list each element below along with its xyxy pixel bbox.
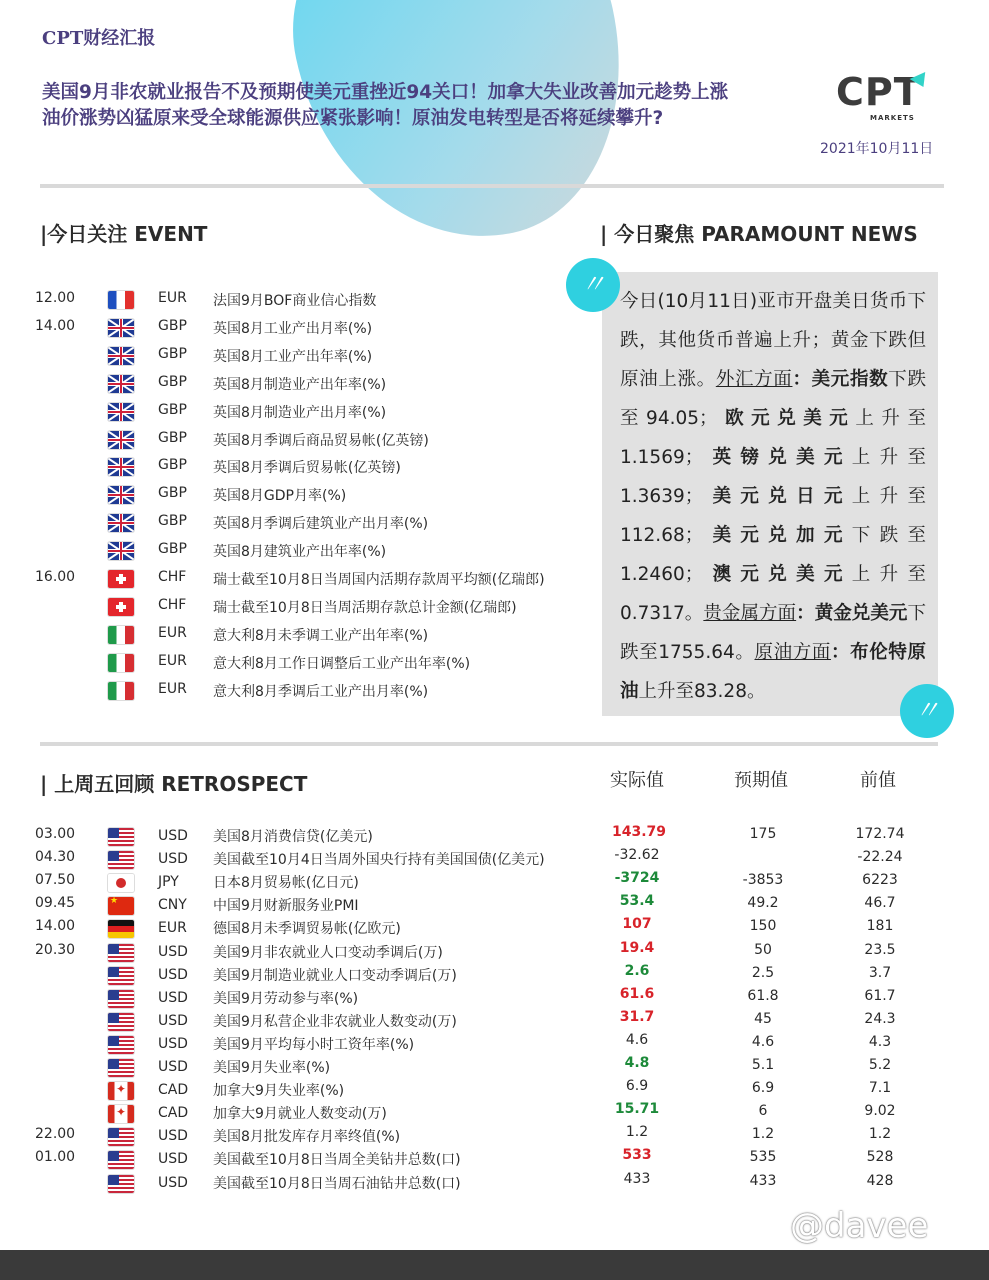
news-metal-label: 贵金属方面	[703, 603, 797, 624]
retro-previous: -22.24	[857, 849, 903, 866]
retro-currency: USD	[158, 1151, 188, 1168]
news-text: 今日(10月11日)亚市开盘美日货币下跌，其他货币普遍上升；黄金下跌但原油上涨。外汇方面：美元指数下跌至94.05；欧元兑美元上升至1.1569；英镑兑美元上升至1.3639；美元兑日元上升至112.68；美元兑加元下跌至1.2460；澳元兑美元上升至0.7317。贵金属方面：黄金兑美元下跌至1755.64。原油方面：布伦特原油上升至83.28。	[620, 291, 926, 702]
retro-previous: 172.74	[855, 826, 905, 842]
retro-time: 01.00	[35, 1149, 76, 1166]
flag-gb-icon	[108, 542, 134, 560]
flag-cn-icon	[108, 897, 134, 915]
retro-description: 日本8月贸易帐(亿日元)	[213, 875, 359, 892]
event-currency: EUR	[158, 624, 187, 641]
news-audusd-text: 上升至0.7317。	[620, 564, 926, 624]
event-currency: CHF	[158, 569, 187, 585]
flag-ca-icon	[108, 1105, 134, 1123]
brand-title: CPT财经汇报	[42, 28, 156, 49]
retro-previous: 24.3	[864, 1010, 896, 1027]
flag-it-icon	[108, 682, 134, 700]
retro-row	[0, 1031, 989, 1057]
retro-expected: 49.2	[747, 895, 779, 912]
retro-description: 美国9月私营企业非农就业人数变动(万)	[213, 1013, 457, 1030]
retro-previous: 7.1	[868, 1080, 892, 1097]
flag-us-icon	[108, 1128, 134, 1146]
retro-currency: USD	[158, 943, 188, 960]
retro-expected: 5.1	[751, 1057, 775, 1073]
news-usdjpy-text: 上升至112.68；	[620, 486, 926, 546]
report-date: 2021年10月11日	[820, 141, 934, 157]
retro-currency: USD	[158, 1174, 188, 1191]
retro-expected: 45	[754, 1010, 772, 1027]
logo-text: CPT	[836, 70, 921, 114]
retro-actual: 15.71	[614, 1101, 660, 1118]
news-oil-label: 原油方面	[754, 642, 831, 663]
retro-actual: 19.4	[619, 939, 655, 956]
retro-previous: 23.5	[864, 941, 896, 958]
news-gbpusd-label: 英镑兑美元	[703, 447, 852, 468]
news-gold-label: 黄金兑美元	[814, 603, 908, 624]
retro-row	[0, 1126, 989, 1149]
headline-line-2: 油价涨势凶猛原来受全球能源供应紧张影响！原油发电转型是否将延续攀升?	[42, 108, 664, 129]
divider-middle	[40, 742, 938, 746]
event-description: 英国8月制造业产出月率(%)	[213, 404, 387, 421]
news-dxy-label: 美元指数	[811, 369, 889, 390]
news-section-title: | 今日聚焦 PARAMOUNT NEWS	[600, 222, 918, 246]
retro-expected: 433	[749, 1172, 777, 1189]
retro-actual: 143.79	[612, 824, 667, 840]
event-description: 英国8月GDP月率(%)	[213, 488, 347, 505]
retro-currency: CAD	[158, 1082, 189, 1099]
event-currency: GBP	[158, 373, 187, 390]
event-description: 意大利8月季调后工业产出月率(%)	[213, 683, 429, 700]
flag-ch-icon	[108, 598, 134, 616]
retro-expected: -3853	[742, 872, 784, 889]
news-intro: 今日(10月11日)亚市开盘美日货币下跌，其他货币普遍上升；黄金下跌但原油上涨。	[620, 291, 926, 390]
retro-actual: 533	[622, 1147, 652, 1164]
event-time: 12.00	[35, 290, 76, 306]
news-audusd-label: 澳元兑美元	[703, 564, 852, 585]
retro-currency: JPY	[158, 874, 179, 891]
news-fx-label: 外汇方面	[715, 369, 793, 390]
retro-description: 美国9月制造业就业人口变动季调后(万)	[213, 967, 457, 984]
retro-previous: 4.3	[868, 1033, 892, 1050]
flag-us-icon	[108, 1175, 134, 1193]
retro-actual: 433	[623, 1170, 651, 1187]
retro-description: 德国8月未季调贸易帐(亿欧元)	[213, 921, 401, 938]
flag-gb-icon	[108, 319, 134, 337]
retro-time: 03.00	[35, 826, 76, 842]
retro-previous: 1.2	[868, 1126, 892, 1143]
flag-it-icon	[108, 654, 134, 672]
flag-us-icon	[108, 944, 134, 962]
event-description: 法国9月BOF商业信心指数	[213, 293, 377, 309]
news-gold-text: 下跌至1755.64。	[620, 603, 926, 663]
retro-row	[0, 985, 989, 1011]
event-time: 16.00	[35, 569, 76, 585]
retro-previous: 3.7	[868, 964, 892, 981]
event-currency: GBP	[158, 429, 187, 446]
divider-top	[40, 184, 944, 188]
flag-us-icon	[108, 1013, 134, 1031]
retro-currency: EUR	[158, 920, 187, 937]
retro-time: 04.30	[35, 849, 76, 866]
event-description: 英国8月季调后贸易帐(亿英镑)	[213, 460, 401, 477]
retro-actual: 53.4	[619, 893, 655, 910]
event-section-title: |今日关注 EVENT	[40, 222, 208, 246]
event-description: 英国8月制造业产出年率(%)	[213, 376, 387, 393]
retro-row	[0, 895, 989, 918]
news-brent-text: 上升至83.28。	[638, 681, 766, 702]
retro-actual: 6.9	[625, 1078, 649, 1095]
retro-currency: USD	[158, 989, 188, 1006]
retro-currency: USD	[158, 851, 188, 868]
news-eurusd-text: 上升至1.1569；	[620, 408, 926, 468]
event-currency: GBP	[158, 485, 187, 502]
retro-actual: -3724	[614, 870, 660, 887]
cpt-logo	[836, 70, 946, 120]
retro-row	[0, 849, 989, 872]
flag-de-icon	[108, 920, 134, 938]
flag-us-icon	[108, 828, 134, 846]
retro-expected: 535	[749, 1149, 777, 1166]
retro-time: 22.00	[35, 1126, 76, 1143]
flag-us-icon	[108, 967, 134, 985]
retro-row	[0, 962, 989, 988]
news-gbpusd-text: 上升至1.3639；	[620, 447, 926, 507]
flag-gb-icon	[108, 347, 134, 365]
retro-expected: 4.6	[751, 1033, 775, 1050]
retro-expected: 1.2	[751, 1126, 775, 1143]
quote-close-icon: 〃	[900, 684, 954, 738]
flag-gb-icon	[108, 486, 134, 504]
event-description: 英国8月季调后商品贸易帐(亿英镑)	[213, 432, 429, 449]
flag-us-icon	[108, 1036, 134, 1054]
flag-ch-icon	[108, 570, 134, 588]
event-description: 瑞士截至10月8日当周国内活期存款周平均额(亿瑞郎)	[213, 572, 545, 588]
retro-actual: 4.8	[624, 1055, 650, 1071]
retro-currency: USD	[158, 1059, 188, 1075]
event-description: 英国8月工业产出月率(%)	[213, 320, 373, 337]
quote-open-icon: 〃	[566, 258, 620, 312]
retro-expected: 175	[749, 826, 777, 842]
flag-us-icon	[108, 851, 134, 869]
retro-currency: USD	[158, 828, 188, 844]
event-description: 意大利8月工作日调整后工业产出年率(%)	[213, 655, 471, 672]
retro-expected: 50	[754, 941, 772, 958]
retro-expected: 6.9	[751, 1080, 775, 1097]
retro-description: 美国8月批发库存月率终值(%)	[213, 1129, 401, 1146]
retro-row	[0, 939, 989, 965]
col-header-actual: 实际值	[610, 770, 664, 791]
event-currency: EUR	[158, 680, 187, 697]
retro-expected: 2.5	[751, 964, 775, 981]
flag-ca-icon	[108, 1082, 134, 1100]
footer-bar	[0, 1250, 989, 1280]
flag-gb-icon	[108, 514, 134, 532]
watermark: @davee	[790, 1206, 929, 1246]
retro-previous: 181	[866, 918, 894, 935]
retro-actual: 61.6	[619, 985, 655, 1002]
flag-us-icon	[108, 1151, 134, 1169]
col-header-previous: 前值	[860, 770, 896, 791]
flag-jp-icon	[108, 874, 134, 892]
retro-description: 中国9月财新服务业PMI	[213, 898, 359, 915]
headline	[42, 80, 802, 132]
retro-description: 美国9月平均每小时工资年率(%)	[213, 1036, 415, 1053]
flag-gb-icon	[108, 458, 134, 476]
retro-previous: 46.7	[864, 895, 896, 912]
retro-previous: 6223	[862, 872, 898, 889]
retro-section-title: | 上周五回顾 RETROSPECT	[40, 772, 308, 796]
retro-row	[0, 826, 989, 849]
event-currency: GBP	[158, 541, 187, 558]
retro-currency: CNY	[158, 897, 187, 914]
event-currency: GBP	[158, 513, 187, 530]
flag-us-icon	[108, 1059, 134, 1077]
flag-gb-icon	[108, 375, 134, 393]
retro-description: 美国9月失业率(%)	[213, 1060, 331, 1076]
event-description: 意大利8月未季调工业产出年率(%)	[213, 627, 429, 644]
retro-description: 加拿大9月就业人数变动(万)	[213, 1106, 387, 1123]
event-currency: GBP	[158, 345, 187, 362]
retro-actual: -32.62	[614, 847, 660, 864]
event-description: 英国8月季调后建筑业产出月率(%)	[213, 516, 429, 533]
retro-row	[0, 1149, 989, 1172]
retro-currency: USD	[158, 1128, 188, 1145]
retro-currency: USD	[158, 1035, 188, 1052]
retro-description: 美国截至10月8日当周石油钻井总数(口)	[213, 1175, 461, 1192]
headline-line-1: 美国9月非农就业报告不及预期使美元重挫近94关口！加拿大失业改善加元趁势上涨	[42, 82, 729, 103]
retro-actual: 1.2	[625, 1124, 649, 1141]
event-currency: GBP	[158, 401, 187, 418]
news-usdcad-text: 下跌至1.2460；	[620, 525, 926, 585]
retro-row	[0, 1008, 989, 1034]
retro-description: 美国8月消费信贷(亿美元)	[213, 829, 373, 845]
news-usdjpy-label: 美元兑日元	[703, 486, 852, 507]
retro-expected: 6	[758, 1103, 768, 1120]
retro-expected: 61.8	[747, 987, 779, 1004]
event-currency: EUR	[158, 290, 187, 306]
event-description: 英国8月建筑业产出年率(%)	[213, 544, 387, 561]
logo-subtitle: MARKETS	[870, 114, 915, 122]
retro-previous: 61.7	[864, 987, 896, 1004]
retro-actual: 107	[622, 916, 652, 933]
retro-previous: 428	[866, 1172, 894, 1189]
retro-actual: 31.7	[619, 1008, 655, 1025]
event-time: 14.00	[35, 317, 76, 334]
retro-previous: 5.2	[868, 1057, 892, 1073]
retro-time: 14.00	[35, 918, 76, 935]
col-header-expected: 预期值	[734, 770, 788, 791]
event-currency: GBP	[158, 457, 187, 474]
retro-time: 09.45	[35, 895, 76, 912]
retro-row	[0, 1057, 989, 1080]
retro-row	[0, 1103, 989, 1126]
flag-gb-icon	[108, 403, 134, 421]
retro-row	[0, 1080, 989, 1103]
retro-row	[0, 1170, 989, 1196]
retro-currency: USD	[158, 966, 188, 983]
retro-description: 美国截至10月8日当周全美钻井总数(口)	[213, 1152, 461, 1169]
news-brent-label: 布伦特原油	[620, 642, 926, 702]
retro-time: 20.30	[35, 941, 76, 958]
retro-expected: 150	[749, 918, 777, 935]
news-usdcad-label: 美元兑加元	[703, 525, 852, 546]
retro-previous: 9.02	[864, 1103, 896, 1120]
retro-description: 美国9月劳动参与率(%)	[213, 990, 359, 1007]
retro-previous: 528	[866, 1149, 894, 1166]
news-dxy-text: 下跌至94.05；	[620, 369, 926, 429]
event-currency: GBP	[158, 317, 187, 334]
event-currency: CHF	[158, 596, 187, 613]
retro-description: 加拿大9月失业率(%)	[213, 1083, 345, 1100]
flag-us-icon	[108, 990, 134, 1008]
retro-currency: USD	[158, 1012, 188, 1029]
retro-row	[0, 918, 989, 941]
event-description: 瑞士截至10月8日当周活期存款总计金额(亿瑞郎)	[213, 599, 517, 616]
event-description: 英国8月工业产出年率(%)	[213, 348, 373, 365]
event-currency: EUR	[158, 652, 187, 669]
flag-fr-icon	[108, 291, 134, 309]
retro-row	[0, 872, 989, 895]
flag-it-icon	[108, 626, 134, 644]
retro-time: 07.50	[35, 872, 76, 889]
retro-description: 美国9月非农就业人口变动季调后(万)	[213, 944, 443, 961]
news-eurusd-label: 欧元兑美元	[717, 408, 856, 429]
retro-currency: CAD	[158, 1105, 189, 1122]
retro-actual: 4.6	[625, 1031, 649, 1048]
retro-actual: 2.6	[624, 962, 650, 979]
flag-gb-icon	[108, 431, 134, 449]
decorative-blob	[266, 0, 654, 269]
retro-description: 美国截至10月4日当周外国央行持有美国国债(亿美元)	[213, 852, 545, 869]
